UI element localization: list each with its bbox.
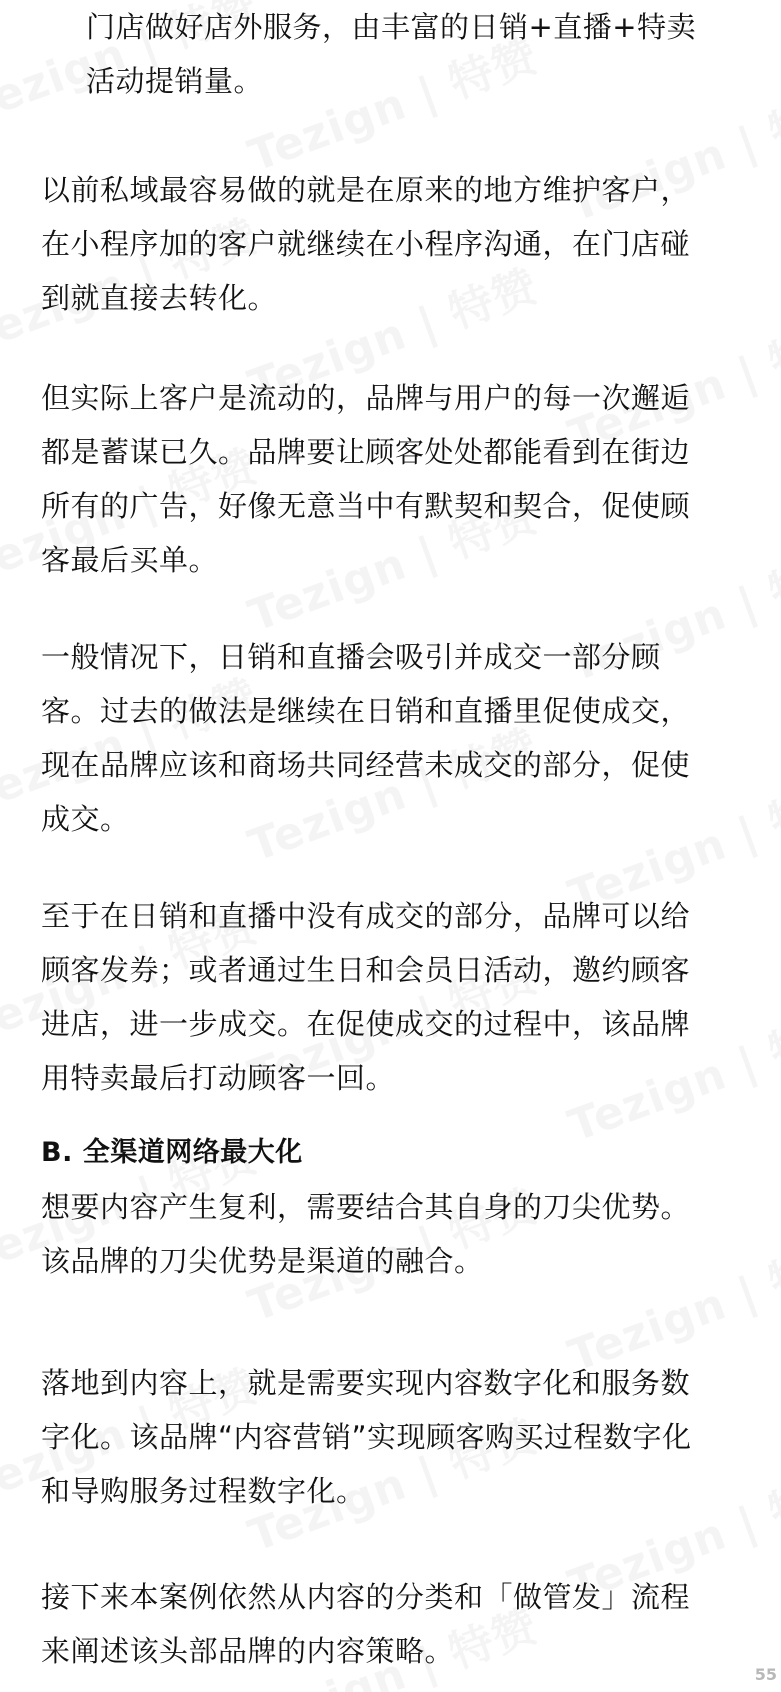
text-line: 以前私域最容易做的就是在原来的地方维护客户， (41, 173, 691, 207)
text-line: 字化。该品牌“内容营销”实现顾客购买过程数字化 (41, 1420, 692, 1454)
text-line: 现在品牌应该和商场共同经营未成交的部分，促使 (41, 748, 691, 782)
intro-list-item (41, 0, 696, 108)
text-line: 所有的广告，好像无意当中有默契和契合，促使顾 (41, 489, 691, 523)
text-line: 来阐述该头部品牌的内容策略。 (41, 1634, 455, 1668)
text-line: 接下来本案例依然从内容的分类和「做管发」流程 (41, 1580, 691, 1614)
text-line: 成交。 (41, 802, 130, 836)
text-line: 用特卖最后打动顾客一回。 (41, 1061, 396, 1095)
paragraph (41, 1570, 690, 1678)
text-line: 落地到内容上，就是需要实现内容数字化和服务数 (41, 1366, 691, 1400)
text-line: 客最后买单。 (41, 543, 219, 577)
paragraph (41, 1356, 692, 1518)
section-b (41, 1126, 690, 1288)
paragraph (41, 889, 690, 1105)
text-line: 门店做好店外服务，由丰富的日销+直播+特卖 (86, 10, 697, 44)
text-line: 活动提销量。 (86, 64, 264, 98)
page-number: 55 (754, 1665, 777, 1684)
text-line: 至于在日销和直播中没有成交的部分，品牌可以给 (41, 899, 691, 933)
paragraph (41, 163, 690, 325)
text-line: 一般情况下，日销和直播会吸引并成交一部分顾 (41, 640, 661, 674)
paragraph (41, 371, 690, 587)
paragraph (41, 630, 690, 846)
text-line: 和导购服务过程数字化。 (41, 1474, 366, 1508)
section-heading: B. 全渠道网络最大化 (41, 1137, 303, 1168)
text-line: 在小程序加的客户就继续在小程序沟通，在门店碰 (41, 227, 691, 261)
text-line: 但实际上客户是流动的，品牌与用户的每一次邂逅 (41, 381, 691, 415)
text-line: 想要内容产生复利，需要结合其自身的刀尖优势。 (41, 1190, 691, 1224)
text-line: 该品牌的刀尖优势是渠道的融合。 (41, 1244, 484, 1278)
text-line: 顾客发券；或者通过生日和会员日活动，邀约顾客 (41, 953, 691, 987)
text-line: 客。过去的做法是继续在日销和直播里促使成交， (41, 694, 691, 728)
text-line: 进店，进一步成交。在促使成交的过程中，该品牌 (41, 1007, 691, 1041)
text-line: 都是蓄谋已久。品牌要让顾客处处都能看到在街边 (41, 435, 691, 469)
text-line: 到就直接去转化。 (41, 281, 278, 315)
